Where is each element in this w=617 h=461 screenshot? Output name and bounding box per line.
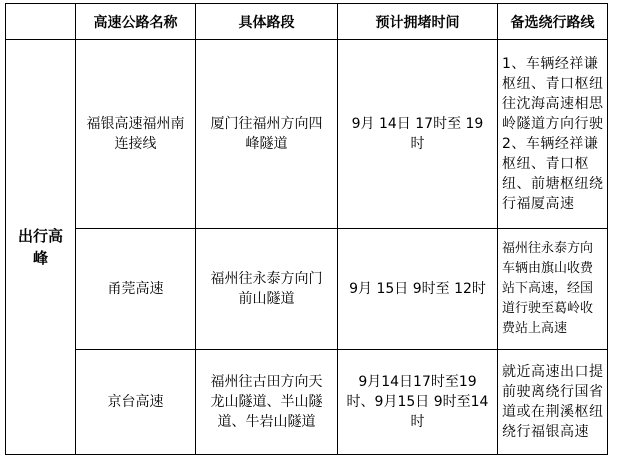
time-cell: 9月 14日 17时至 19时 xyxy=(338,40,498,229)
congestion-table-container xyxy=(5,3,608,455)
time-cell: 9月14日17时至19时、9月15日 9时至14时 xyxy=(338,350,498,455)
detour-cell xyxy=(498,40,608,229)
header-cell-road-name: 高速公路名称 xyxy=(76,4,196,40)
header-cell-section: 具体路段 xyxy=(196,4,338,40)
header-cell-blank xyxy=(6,4,76,40)
section-cell: 福州往永泰方向门前山隧道 xyxy=(196,229,338,350)
road-name-cell: 福银高速福州南连接线 xyxy=(76,40,196,229)
header-row xyxy=(6,4,608,40)
period-cell: 出行高峰 xyxy=(6,40,76,455)
detour-text: 就近高速出口提前驶离绕行国省道或在荆溪枢纽绕行福银高速 xyxy=(502,364,604,440)
detour-cell xyxy=(498,229,608,350)
congestion-table xyxy=(5,3,608,455)
table-row xyxy=(6,229,608,350)
section-cell: 福州往古田方向天龙山隧道、半山隧道、牛岩山隧道 xyxy=(196,350,338,455)
road-name-cell: 甬莞高速 xyxy=(76,229,196,350)
time-cell: 9月 15日 9时至 12时 xyxy=(338,229,498,350)
section-cell: 厦门往福州方向四峰隧道 xyxy=(196,40,338,229)
table-row xyxy=(6,40,608,229)
detour-text: 福州往永泰方向车辆由旗山收费站下高速，经国道行驶至葛岭收费站上高速 xyxy=(502,241,594,336)
detour-text: 1、车辆经祥谦枢纽、青口枢纽往沈海高速相思岭隧道方向行驶 2、车辆经祥谦枢纽、青口枢纽、前塘枢纽绕行福厦高速 xyxy=(502,56,604,212)
detour-cell xyxy=(498,350,608,455)
road-name-cell: 京台高速 xyxy=(76,350,196,455)
header-cell-time: 预计拥堵时间 xyxy=(338,4,498,40)
header-cell-detour: 备选绕行路线 xyxy=(498,4,608,40)
table-row xyxy=(6,350,608,455)
